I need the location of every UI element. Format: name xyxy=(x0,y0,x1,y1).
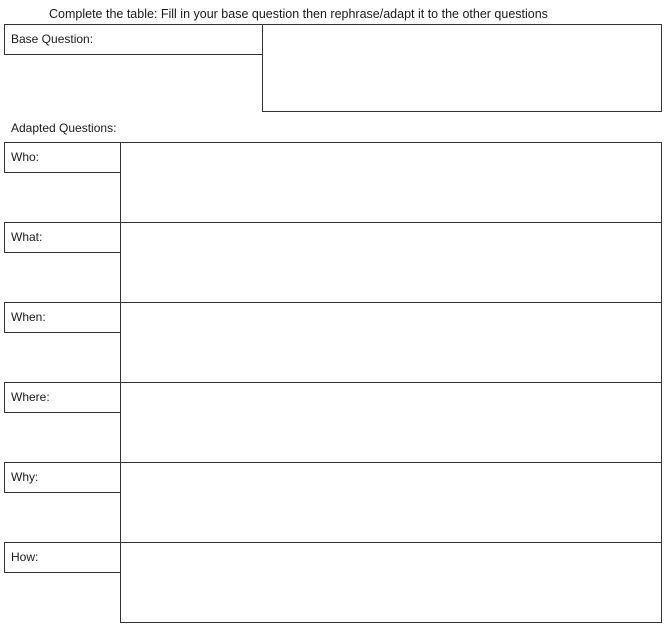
how-label: How: xyxy=(4,542,121,573)
when-label: When: xyxy=(4,302,121,333)
when-answer-field[interactable] xyxy=(120,302,662,383)
who-answer-field[interactable] xyxy=(120,142,662,223)
base-question-answer-field[interactable] xyxy=(262,24,662,112)
where-answer-field[interactable] xyxy=(120,382,662,463)
instruction-text: Complete the table: Fill in your base question then rephrase/adapt it to the other questions xyxy=(49,7,548,21)
who-label: Who: xyxy=(4,142,121,173)
where-label: Where: xyxy=(4,382,121,413)
why-answer-field[interactable] xyxy=(120,462,662,543)
how-answer-field[interactable] xyxy=(120,542,662,623)
why-label: Why: xyxy=(4,462,121,493)
base-question-label: Base Question: xyxy=(4,24,264,55)
what-label: What: xyxy=(4,222,121,253)
adapted-questions-label: Adapted Questions: xyxy=(11,121,117,135)
what-answer-field[interactable] xyxy=(120,222,662,303)
